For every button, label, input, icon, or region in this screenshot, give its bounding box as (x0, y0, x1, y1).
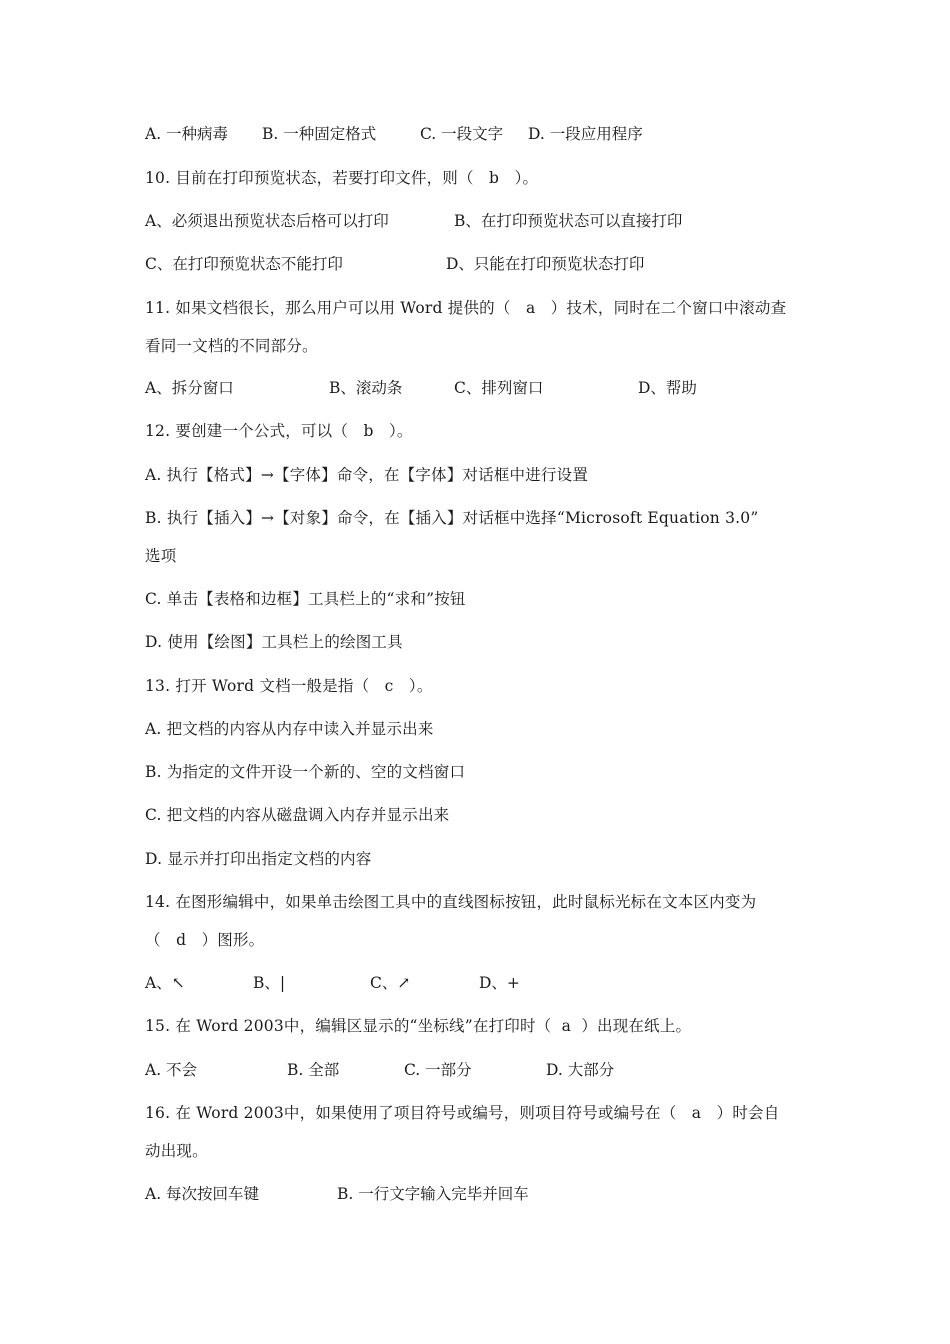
q14-stem-line1: 14. 在图形编辑中，如果单击绘图工具中的直线图标按钮，此时鼠标光标在文本区内变为 (145, 893, 757, 911)
q16-stem-line1: 16. 在 Word 2003中，如果使用了项目符号或编号，则项目符号或编号在（ a ）时会自 (145, 1104, 780, 1122)
q14-option-b: B、| (253, 974, 286, 992)
q12-option-a: A. 执行【格式】→【字体】命令，在【字体】对话框中进行设置 (145, 466, 589, 484)
q13-option-a: A. 把文档的内容从内存中读入并显示出来 (145, 720, 434, 738)
q11-option-c: C、排列窗口 (454, 379, 544, 397)
q13-option-c: C. 把文档的内容从磁盘调入内存并显示出来 (145, 806, 450, 824)
q11-option-b: B、滚动条 (329, 379, 403, 397)
q9-option-b: B. 一种固定格式 (262, 125, 377, 143)
q12-option-b-cont: 选项 (145, 547, 177, 565)
q9-option-c: C. 一段文字 (420, 125, 504, 143)
q11-stem-line2: 看同一文档的不同部分。 (145, 337, 318, 355)
q15-option-c: C. 一部分 (404, 1061, 472, 1079)
q11-option-d: D、帮助 (638, 379, 697, 397)
q16-option-b: B. 一行文字输入完毕并回车 (337, 1185, 529, 1203)
q13-option-b: B. 为指定的文件开设一个新的、空的文档窗口 (145, 763, 466, 781)
q14-stem-line2: （ d ）图形。 (145, 931, 265, 949)
q10-option-a: A、必须退出预览状态后格可以打印 (145, 212, 389, 230)
q16-option-a: A. 每次按回车键 (145, 1185, 260, 1203)
q11-option-a: A、拆分窗口 (145, 379, 234, 397)
q12-option-c: C. 单击【表格和边框】工具栏上的“求和”按钮 (145, 590, 466, 608)
q9-option-a: A. 一种病毒 (145, 125, 229, 143)
q13-stem: 13. 打开 Word 文档一般是指（ c ）。 (145, 677, 433, 695)
q16-stem-line2: 动出现。 (145, 1142, 208, 1160)
q10-option-b: B、在打印预览状态可以直接打印 (454, 212, 683, 230)
q12-stem: 12. 要创建一个公式，可以（ b ）。 (145, 422, 413, 440)
q15-option-d: D. 大部分 (546, 1061, 615, 1079)
q10-option-d: D、只能在打印预览状态打印 (446, 255, 645, 273)
q15-option-b: B. 全部 (287, 1061, 340, 1079)
q9-option-d: D. 一段应用程序 (528, 125, 643, 143)
q12-option-b: B. 执行【插入】→【对象】命令，在【插入】对话框中选择“Microsoft Equation 3.0” (145, 509, 759, 527)
q10-stem: 10. 目前在打印预览状态，若要打印文件，则（ b ）。 (145, 169, 539, 187)
q14-option-a: A、↖ (145, 974, 185, 992)
q10-option-c: C、在打印预览状态不能打印 (145, 255, 343, 273)
q14-option-d: D、+ (479, 974, 520, 992)
q15-stem: 15. 在 Word 2003中，编辑区显示的“坐标线”在打印时（ a ）出现在纸上。 (145, 1017, 692, 1035)
q12-option-d: D. 使用【绘图】工具栏上的绘图工具 (145, 633, 403, 651)
q13-option-d: D. 显示并打印出指定文档的内容 (145, 850, 372, 868)
q15-option-a: A. 不会 (145, 1061, 198, 1079)
q14-option-c: C、↗ (370, 974, 411, 992)
q11-stem-line1: 11. 如果文档很长，那么用户可以用 Word 提供的（ a ）技术，同时在二个窗口中滚动查 (145, 299, 787, 317)
